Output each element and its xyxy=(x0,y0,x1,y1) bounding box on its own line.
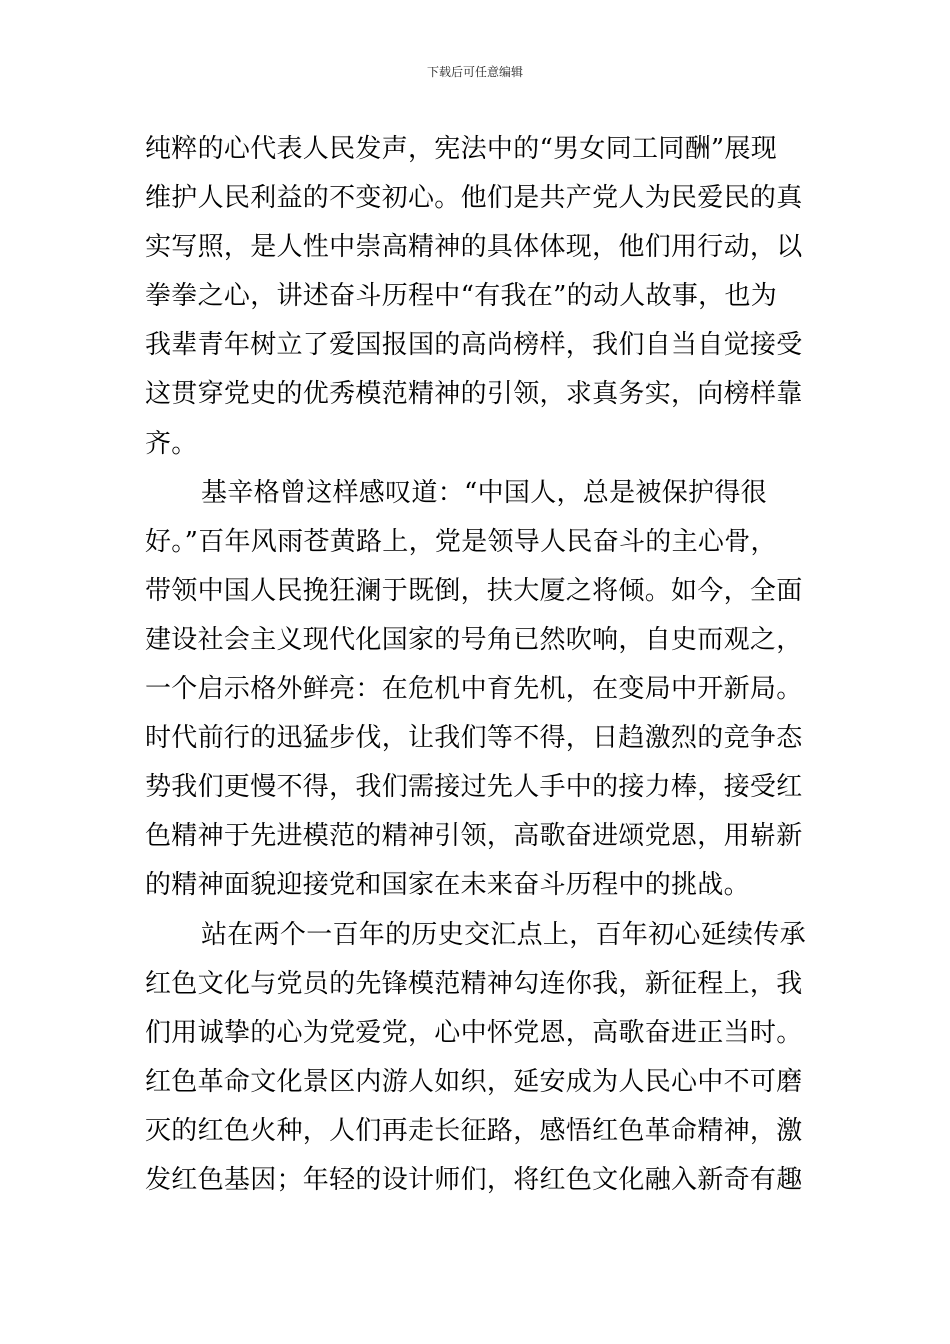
text-line: 时代前行的迅猛步伐，让我们等不得，日趋激烈的竞争态 xyxy=(145,723,803,754)
text-line: 拳拳之心，讲述奋斗历程中“有我在”的动人故事，也为 xyxy=(145,281,778,312)
page-header: 下载后可任意编辑 xyxy=(426,65,523,79)
text-line: 建设社会主义现代化国家的号角已然吹响，自史而观之， xyxy=(145,624,803,655)
document-body xyxy=(145,125,807,1205)
text-line: 势我们更慢不得，我们需接过先人手中的接力棒，接受红 xyxy=(145,772,803,803)
text-line: 维护人民利益的不变初心。他们是共产党人为民爱民的真 xyxy=(145,183,803,214)
text-line: 好。”百年风雨苍黄路上，党是领导人民奋斗的主心骨， xyxy=(145,526,777,557)
text-line: 这贯穿党史的优秀模范精神的引领，求真务实，向榜样靠 xyxy=(145,379,803,410)
text-line: 发红色基因；年轻的设计师们，将红色文化融入新奇有趣 xyxy=(145,1164,803,1195)
text-line: 实写照，是人性中崇高精神的具体体现，他们用行动，以 xyxy=(145,232,803,263)
text-line: 我辈青年树立了爱国报国的高尚榜样，我们自当自觉接受 xyxy=(145,330,803,361)
paragraph xyxy=(145,911,807,1206)
text-line: 一个启示格外鲜亮：在危机中育先机，在变局中开新局。 xyxy=(145,674,803,705)
text-line: 灭的红色火种，人们再走长征路，感悟红色革命精神，激 xyxy=(145,1115,803,1146)
text-line: 色精神于先进模范的精神引领，高歌奋进颂党恩，用崭新 xyxy=(145,821,803,852)
paragraph xyxy=(145,125,807,469)
text-line: 红色文化与党员的先锋模范精神勾连你我，新征程上，我 xyxy=(145,968,803,999)
text-line: 站在两个一百年的历史交汇点上，百年初心延续传承 xyxy=(201,919,806,950)
text-line: 基辛格曾这样感叹道：“中国人，总是被保护得很 xyxy=(201,477,767,508)
text-line: 的精神面貌迎接党和国家在未来奋斗历程中的挑战。 xyxy=(145,870,750,901)
text-line: 红色革命文化景区内游人如织，延安成为人民心中不可磨 xyxy=(145,1066,803,1097)
text-line: 纯粹的心代表人民发声，宪法中的“男女同工同酬”展现 xyxy=(145,134,778,164)
text-line: 带领中国人民挽狂澜于既倒，扶大厦之将倾。如今，全面 xyxy=(145,575,803,606)
paragraph xyxy=(145,469,807,911)
text-line: 们用诚挚的心为党爱党，心中怀党恩，高歌奋进正当时。 xyxy=(145,1017,803,1048)
text-line: 齐。 xyxy=(145,428,198,459)
